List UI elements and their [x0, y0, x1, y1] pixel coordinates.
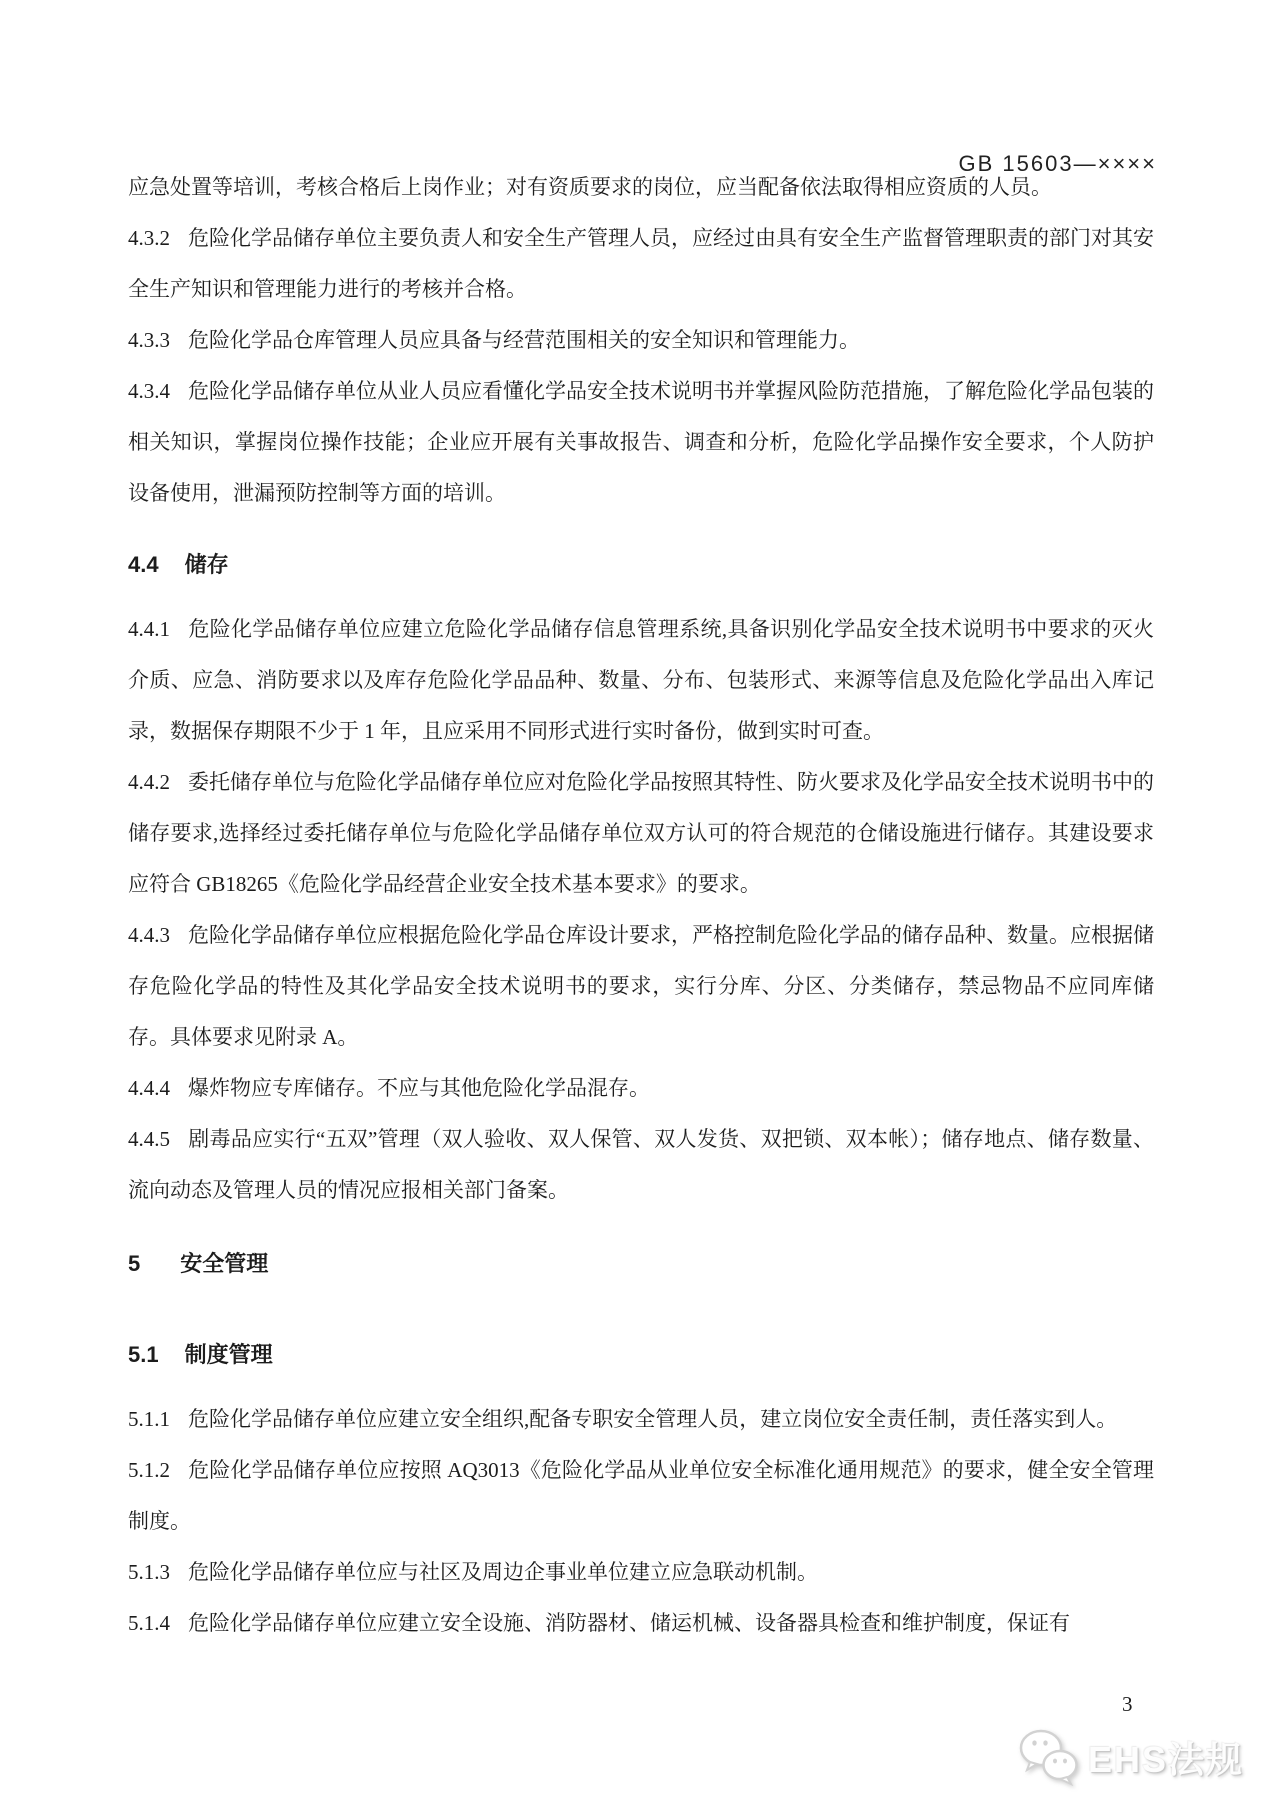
clause-number: 4.4.3 [128, 923, 170, 947]
watermark [1018, 1728, 1244, 1786]
section-heading [128, 539, 1154, 590]
section-heading [128, 1238, 1154, 1289]
clause-number: 4.4.5 [128, 1127, 170, 1151]
clause-text: 危险化学品仓库管理人员应具备与经营范围相关的安全知识和管理能力。 [188, 328, 860, 352]
clause-number: 4.4.1 [128, 617, 170, 641]
clause-paragraph [128, 1445, 1154, 1547]
clause-text: 委托储存单位与危险化学品储存单位应对危险化学品按照其特性、防火要求及化学品安全技术说明书中的储存要求,选择经过委托储存单位与危险化学品储存单位双方认可的符合规范的仓储设施进行储存。其建设要求应符合 GB18265《危险化学品经营企业安全技术基本要求》的要求。 [128, 770, 1154, 896]
clause-paragraph [128, 315, 1154, 366]
clause-number: 5.1.1 [128, 1407, 170, 1431]
clause-text: 危险化学品储存单位应建立危险化学品储存信息管理系统,具备识别化学品安全技术说明书中要求的灭火介质、应急、消防要求以及库存危险化学品品种、数量、分布、包装形式、来源等信息及危险化学品出入库记录，数据保存期限不少于 1 年，且应采用不同形式进行实时备份，做到实时可查。 [128, 617, 1154, 743]
clause-number: 4.4.4 [128, 1076, 170, 1100]
clause-text: 爆炸物应专库储存。不应与其他危险化学品混存。 [188, 1076, 650, 1100]
clause-paragraph [128, 604, 1154, 757]
clause-paragraph [128, 162, 1154, 213]
clause-text: 危险化学品储存单位主要负责人和安全生产管理人员，应经过由具有安全生产监督管理职责的部门对其安全生产知识和管理能力进行的考核并合格。 [128, 226, 1154, 301]
clause-paragraph [128, 1394, 1154, 1445]
clause-text: 危险化学品储存单位应按照 AQ3013《危险化学品从业单位安全标准化通用规范》的要求，健全安全管理制度。 [128, 1458, 1154, 1533]
clause-number: 4.4 [128, 552, 159, 577]
watermark-label: EHS法规 [1087, 1738, 1244, 1780]
clause-paragraph [128, 1114, 1154, 1216]
clause-text: 危险化学品储存单位应建立安全组织,配备专职安全管理人员，建立岗位安全责任制，责任落实到人。 [188, 1407, 1118, 1431]
clause-text: 危险化学品储存单位应根据危险化学品仓库设计要求，严格控制危险化学品的储存品种、数量。应根据储存危险化学品的特性及其化学品安全技术说明书的要求，实行分库、分区、分类储存，禁忌物品不应同库储存。具体要求见附录 A。 [128, 923, 1154, 1049]
clause-paragraph [128, 1547, 1154, 1598]
clause-paragraph [128, 1063, 1154, 1114]
page-number: 3 [1122, 1692, 1133, 1716]
section-heading [128, 1329, 1154, 1380]
clause-paragraph [128, 910, 1154, 1063]
clause-paragraph [128, 213, 1154, 315]
clause-text: 危险化学品储存单位应与社区及周边企事业单位建立应急联动机制。 [188, 1560, 818, 1584]
clause-paragraph [128, 757, 1154, 910]
clause-number: 5.1.4 [128, 1611, 170, 1635]
clause-number: 5.1 [128, 1342, 159, 1367]
clause-paragraph [128, 1598, 1154, 1649]
clause-number: 4.3.3 [128, 328, 170, 352]
clause-number: 5.1.3 [128, 1560, 170, 1584]
clause-text: 剧毒品应实行“五双”管理（双人验收、双人保管、双人发货、双把锁、双本帐）；储存地点、储存数量、流向动态及管理人员的情况应报相关部门备案。 [128, 1127, 1154, 1202]
clause-text: 危险化学品储存单位应建立安全设施、消防器材、储运机械、设备器具检查和维护制度，保证有 [188, 1611, 1070, 1635]
wechat-icon [1018, 1728, 1080, 1786]
clause-number: 5.1.2 [128, 1458, 170, 1482]
standard-number-header: GB 15603—×××× [958, 151, 1157, 176]
document-content [128, 162, 1154, 1649]
heading-text: 储存 [184, 552, 229, 577]
clause-number: 4.3.4 [128, 379, 170, 403]
clause-number: 4.3.2 [128, 226, 170, 250]
heading-text: 制度管理 [184, 1342, 273, 1367]
clause-paragraph [128, 366, 1154, 519]
heading-text: 安全管理 [180, 1251, 269, 1276]
clause-number: 4.4.2 [128, 770, 170, 794]
clause-text: 应急处置等培训，考核合格后上岗作业；对有资质要求的岗位，应当配备依法取得相应资质的人员。 [128, 175, 1052, 199]
clause-text: 危险化学品储存单位从业人员应看懂化学品安全技术说明书并掌握风险防范措施，了解危险化学品包装的相关知识，掌握岗位操作技能；企业应开展有关事故报告、调查和分析，危险化学品操作安全要求，个人防护设备使用，泄漏预防控制等方面的培训。 [128, 379, 1154, 505]
clause-number: 5 [128, 1251, 141, 1276]
